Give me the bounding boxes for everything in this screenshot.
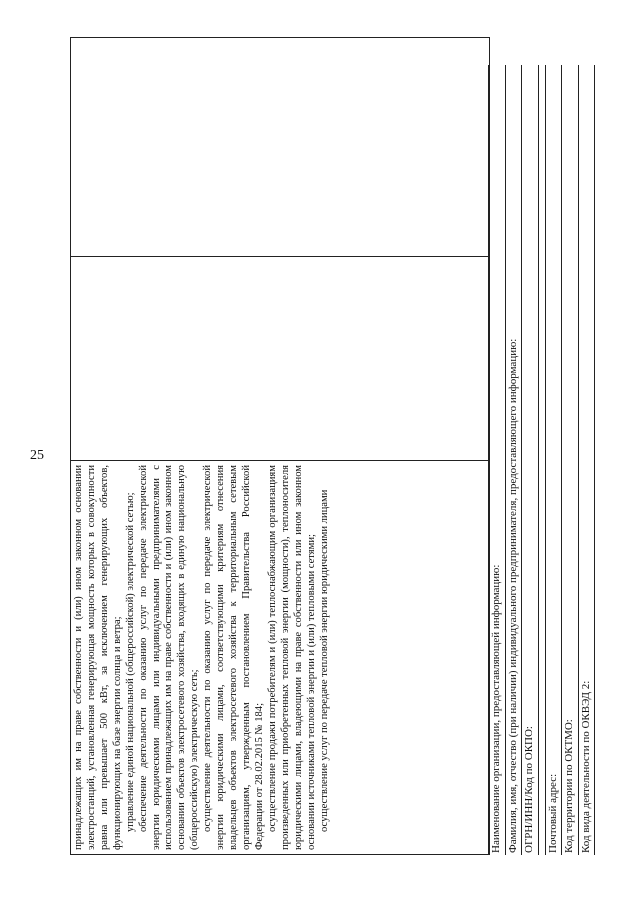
respondent-form [488,65,598,855]
form-entrepreneur-name: Фамилия, имя, отчество (при наличии) индивидуального предпринимателя, предоставляющего информацию: [506,65,523,855]
criteria-paragraph: обеспечение деятельности по оказанию услуг по передаче электрической энергии юридическими лицами или индивидуальными предпринимателями с использованием принадлежащих им на праве собственности и (или) ином законном основании объектов электросетевого хозяйства, входящих в единую национальную (общероссийскую) электрическую сеть; [137,465,201,850]
criteria-paragraph: осуществление услуг по передаче тепловой энергии юридическими лицами [318,489,330,832]
criteria-paragraph: осуществление продажи потребителям и (или) теплоснабжающим организациям произведенных или приобретенных тепловой энергии (мощности), теплоносителя юридическими лицами, владеющими на праве собственности или ином законном основании источниками тепловой энергии и (или) тепловыми сетями; [266,465,317,850]
criteria-paragraph: осуществление деятельности по оказанию услуг по передаче электрической энергии юридическими лицами, соответствующими критериям отнесения владельцев объектов электросетевого хозяйства к территориальным сетевым организациям, утвержденным постановлением Правительства Российской Федерации от 28.02.2015 № 184; [202,465,265,850]
criteria-paragraph: управление единой национальной (общероссийской) электрической сетью; [124,492,136,832]
criteria-paragraph: принадлежащих им на праве собственности и (или) ином законном основании электростанций, установленная генерирующая мощность которых в совокупности равна или превышает 500 кВт, за исключением генерирующих объектов, функционирующих на базе энергии солнца и ветра; [73,465,123,850]
form-postal-address: Почтовый адрес: [546,65,563,855]
page-number: 25 [30,448,44,463]
form-ogrn: ОГРН/ИНН/Код по ОКПО: [522,65,539,855]
criteria-table [70,65,490,855]
form-spacer [539,65,546,855]
form-okved: Код вида деятельности по ОКВЭД 2: [579,65,596,855]
form-organization-name: Наименование организации, предоставляющей информацию: [488,65,506,855]
empty-cell [71,38,490,257]
criteria-text-cell [71,461,490,855]
form-oktmo: Код территории по ОКТМО: [562,65,579,855]
empty-cell [71,257,490,461]
